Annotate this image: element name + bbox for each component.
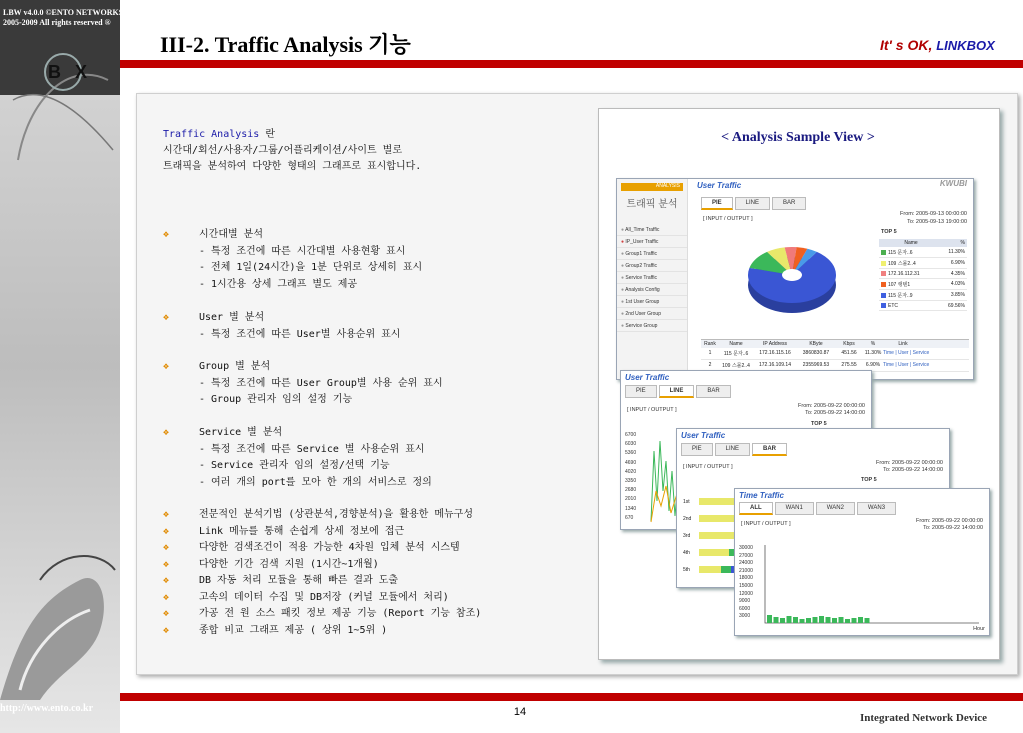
- top5-row: [879, 279, 967, 290]
- tab-wan3[interactable]: WAN3: [857, 502, 896, 515]
- top5-name: 115 문자..9: [888, 292, 913, 299]
- header-divider: [120, 60, 1023, 68]
- menu-list: [617, 224, 687, 332]
- top5-name: ETC: [888, 302, 898, 309]
- bar-rank-label: 3rd: [683, 532, 691, 539]
- tagline-brand: LINKBOX: [936, 38, 995, 53]
- rank-table-header-cell: Kbps: [843, 341, 855, 347]
- feature-item: 종합 비교 그래프 제공 ( 상위 1~5위 ): [199, 624, 388, 636]
- line-y-tick: 6700: [625, 432, 637, 438]
- legend-swatch: [881, 282, 886, 287]
- rank-table-cell: 2355969.53: [802, 362, 830, 368]
- diamond-bullet-icon: ❖: [163, 509, 170, 520]
- line-y-tick: 670: [625, 514, 634, 521]
- top5-name: 172.16.112.31: [888, 270, 920, 277]
- line-y-tick: 4690: [625, 459, 637, 466]
- io-label: [ INPUT / OUTPUT ]: [741, 521, 791, 527]
- time-screenshot: [734, 488, 990, 636]
- time-y-tick: 6000: [739, 605, 751, 612]
- tab-pie[interactable]: PIE: [681, 443, 713, 456]
- view-tabs: [739, 502, 896, 515]
- time-bar: [793, 617, 798, 623]
- tab-pie[interactable]: PIE: [625, 385, 657, 398]
- line-y-tick: 3350: [625, 478, 637, 485]
- top5-header-cell: %: [960, 240, 965, 246]
- rank-table-cell: 172.16.115.16: [759, 350, 791, 356]
- top5-pct: 4.03%: [950, 281, 965, 287]
- time-y-tick: 15000: [739, 582, 753, 589]
- section-user: [163, 310, 400, 343]
- intro-term-suffix: 란: [259, 129, 276, 140]
- line-y-tick: 1340: [625, 505, 637, 512]
- intro-line: 시간대/회선/사용자/그룹/어플리케이션/사이트 별로: [163, 145, 402, 156]
- menu-item-label: All_Time Traffic: [625, 226, 660, 233]
- time-bar: [774, 617, 779, 623]
- rank-table-cell: 115 문자..6: [723, 351, 749, 357]
- time-y-tick: 21000: [739, 567, 753, 574]
- bar-rank-label: 1st: [683, 498, 690, 505]
- copyright-line: LBW v4.0.0 ©ENTO NETWORKS: [3, 8, 124, 17]
- footer-divider: [120, 693, 1023, 701]
- menu-item[interactable]: [617, 224, 687, 236]
- tab-line[interactable]: LINE: [735, 197, 770, 210]
- time-y-axis: [739, 545, 753, 621]
- tab-wan1[interactable]: WAN1: [775, 502, 814, 515]
- screen-caption: User Traffic: [697, 181, 742, 190]
- time-chart: [765, 545, 983, 629]
- company-name: Integrated Network Device: [860, 712, 988, 724]
- menu-head: ANALYSIS: [621, 183, 683, 191]
- rank-table-row: [701, 348, 969, 360]
- intro-text: [163, 127, 421, 175]
- time-bar: [858, 617, 863, 623]
- top5-pct: 6.90%: [950, 260, 965, 266]
- diamond-bullet-icon: ❖: [163, 575, 170, 586]
- section-item: - Service 관리자 임의 설정/선택 기능: [199, 460, 390, 471]
- diamond-bullet-icon: ❖: [163, 427, 170, 438]
- bar-rank-label: 4th: [683, 549, 690, 556]
- time-bar: [852, 618, 857, 623]
- section-heading: User 별 분석: [199, 312, 265, 323]
- menu-item[interactable]: [617, 296, 687, 308]
- section-item: - Group 관리자 임의 설정 기능: [199, 394, 353, 405]
- section-group: [163, 359, 443, 409]
- diamond-bullet-icon: ❖: [163, 525, 170, 537]
- bar-rank-label: 5th: [683, 566, 690, 573]
- tab-all[interactable]: ALL: [739, 502, 773, 515]
- menu-dot-icon: ●: [621, 238, 626, 245]
- website-url[interactable]: http://www.ento.co.kr: [0, 703, 94, 714]
- section-heading: Service 별 분석: [199, 427, 283, 438]
- top5-name: 109 스몰2..4: [888, 260, 916, 267]
- menu-item[interactable]: [617, 236, 687, 248]
- feature-list: [163, 507, 481, 639]
- top5-name: 115 문자..6: [888, 249, 913, 256]
- time-bar: [787, 616, 792, 623]
- time-y-tick: 27000: [739, 552, 753, 559]
- menu-item-label: Group2 Traffic: [625, 262, 658, 269]
- rank-table-link[interactable]: Time | User | Service: [883, 350, 930, 356]
- diamond-bullet-icon: ❖: [163, 229, 170, 240]
- legend-swatch: [881, 271, 886, 276]
- io-label: [ INPUT / OUTPUT ]: [683, 464, 733, 470]
- line-y-tick: 2680: [625, 487, 637, 494]
- analysis-menu: [617, 179, 688, 379]
- rank-table-cell: 6.90%: [865, 362, 881, 368]
- feature-item: DB 자동 처리 모듈을 통해 빠른 결과 도출: [199, 575, 399, 586]
- time-bar: [865, 618, 870, 623]
- top5-row: [879, 269, 967, 279]
- rank-table-header-cell: IP Address: [762, 341, 788, 347]
- io-label: [ INPUT / OUTPUT ]: [703, 216, 753, 222]
- time-y-tick: 9000: [739, 598, 751, 605]
- time-axis: [765, 545, 979, 623]
- time-y-tick: 12000: [739, 590, 753, 597]
- to-date: To: 2005-09-13 19:00:00: [907, 219, 967, 225]
- menu-item[interactable]: [617, 248, 687, 260]
- menu-dot-icon: ●: [621, 286, 626, 293]
- rank-table-cell: 1: [708, 350, 712, 356]
- time-y-tick: 30000: [739, 545, 753, 551]
- tab-line[interactable]: LINE: [659, 385, 695, 398]
- diamond-bullet-icon: ❖: [163, 361, 170, 372]
- intro-term: Traffic Analysis: [163, 129, 260, 140]
- rank-table-cell: 2: [708, 362, 712, 368]
- legend-swatch: [881, 293, 886, 298]
- to-date: To: 2005-09-22 14:00:00: [805, 410, 865, 416]
- top5-header-cell: Name: [904, 240, 918, 246]
- top5-row: [879, 247, 967, 258]
- tab-pie[interactable]: PIE: [701, 197, 733, 210]
- pie-screenshot: [616, 178, 974, 380]
- figure-decoration: [0, 540, 120, 700]
- time-bar: [826, 617, 831, 623]
- tab-bar[interactable]: BAR: [752, 443, 787, 456]
- top5-title: TOP 5: [881, 229, 897, 235]
- menu-dot-icon: ●: [621, 274, 626, 281]
- diamond-bullet-icon: ❖: [163, 591, 170, 603]
- tab-bar[interactable]: BAR: [772, 197, 806, 210]
- menu-dot-icon: ●: [621, 310, 626, 317]
- rank-table-header-cell: %: [870, 341, 876, 347]
- time-bar: [845, 619, 850, 623]
- line-y-tick: 6030: [625, 441, 637, 448]
- view-tabs: [625, 385, 731, 398]
- line-y-axis: [625, 431, 636, 523]
- time-bar: [780, 618, 785, 623]
- rank-table-cell: 11.30%: [864, 350, 882, 356]
- line-y-tick: 5360: [625, 450, 637, 457]
- menu-dot-icon: ●: [621, 226, 626, 233]
- section-service: [163, 425, 432, 491]
- tab-wan2[interactable]: WAN2: [816, 502, 855, 515]
- diamond-bullet-icon: ❖: [163, 608, 170, 619]
- menu-item[interactable]: [617, 284, 687, 296]
- from-date: From: 2005-09-22 00:00:00: [798, 403, 865, 409]
- section-item: - 전체 1일(24시간)을 1분 단위로 상세히 표시: [199, 262, 423, 273]
- view-tabs: [701, 197, 806, 210]
- section-heading: 시간대별 분석: [199, 229, 263, 240]
- from-date: From: 2005-09-22 00:00:00: [876, 460, 943, 466]
- kwubi-brand: KWUBI: [939, 179, 967, 188]
- intro-line: 트래픽을 분석하여 다양한 형태의 그래프로 표시합니다.: [163, 161, 422, 172]
- from-date: From: 2005-09-22 00:00:00: [916, 518, 983, 524]
- top5-name: 107 랭텐1: [888, 281, 911, 288]
- to-date: To: 2005-09-22 14:00:00: [883, 467, 943, 473]
- rank-table-header-cell: KByte: [809, 341, 823, 347]
- feature-item: Link 메뉴를 통해 손쉽게 상세 정보에 접근: [199, 525, 405, 537]
- top5-pct: 69.56%: [948, 302, 965, 309]
- time-y-tick: 18000: [739, 575, 753, 582]
- diamond-bullet-icon: ❖: [163, 312, 170, 323]
- time-bar: [813, 617, 818, 623]
- diamond-bullet-icon: ❖: [163, 624, 170, 636]
- tab-bar[interactable]: BAR: [696, 385, 730, 398]
- pie-hole: [782, 269, 802, 281]
- feature-item: 전문적인 분석기법 (상관분석,경향분석)을 활용한 메뉴구성: [199, 509, 473, 520]
- top5-pct: 4.35%: [950, 270, 965, 277]
- copyright-line: 2005-2009 All rights reserved ®: [3, 18, 111, 27]
- from-date: From: 2005-09-13 00:00:00: [900, 211, 967, 217]
- linkbox-logo: BX: [48, 62, 102, 82]
- menu-dot-icon: ●: [621, 262, 626, 269]
- bar-segment: [721, 566, 731, 573]
- line-y-tick: 2010: [625, 496, 637, 503]
- menu-item-label: 2nd User Group: [625, 310, 661, 317]
- top5-row: [879, 258, 967, 269]
- tagline: [880, 37, 995, 53]
- rank-table-header-cell: Rank: [704, 341, 716, 347]
- top5-header: [879, 239, 967, 247]
- page-number: 14: [513, 706, 527, 718]
- legend-swatch: [881, 250, 886, 255]
- time-y-tick: 3000: [739, 613, 751, 620]
- section-item: - 여러 개의 port를 모아 한 개의 서비스로 정의: [199, 476, 432, 488]
- screen-caption: User Traffic: [625, 373, 670, 382]
- rank-table-header: [701, 339, 969, 348]
- rank-table-cell: 451.56: [841, 350, 857, 356]
- section-item: - 특정 조건에 따른 Service 별 사용순위 표시: [199, 443, 425, 455]
- rank-table: [701, 339, 969, 372]
- top5-row: [879, 301, 967, 311]
- menu-dot-icon: ●: [621, 322, 626, 329]
- section-time: [163, 227, 422, 293]
- rank-table-cell: 109 스몰2..4: [722, 363, 750, 369]
- feature-item: 가공 전 원 소스 패킷 정보 제공 기능 (Report 기능 참조): [199, 608, 482, 619]
- copyright: [3, 8, 123, 28]
- tab-line[interactable]: LINE: [715, 443, 750, 456]
- screen-caption: User Traffic: [681, 431, 726, 440]
- io-label: [ INPUT / OUTPUT ]: [627, 407, 677, 413]
- menu-item-label: Service Group: [625, 322, 658, 329]
- menu-item-label: IP_User Traffic: [625, 238, 659, 245]
- section-item: - 특정 조건에 따른 User별 사용순위 표시: [199, 328, 401, 340]
- bar-segment: [699, 566, 721, 573]
- feature-item: 다양한 기간 검색 지원 (1시간~1개월): [199, 558, 379, 570]
- menu-item[interactable]: [617, 260, 687, 272]
- menu-dot-icon: ●: [621, 250, 626, 257]
- view-tabs: [681, 443, 787, 456]
- menu-item[interactable]: [617, 320, 687, 332]
- time-bar: [839, 617, 844, 623]
- menu-item[interactable]: [617, 272, 687, 284]
- pie-chart: [745, 241, 840, 321]
- diamond-bullet-icon: ❖: [163, 558, 170, 570]
- feature-item: 고속의 데이터 수집 및 DB저장 (커널 모듈에서 처리): [199, 591, 449, 603]
- time-x-label: Hour: [973, 626, 985, 632]
- bar-segment: [699, 549, 729, 556]
- time-bar: [806, 618, 811, 623]
- bar-rank-label: 2nd: [683, 515, 692, 522]
- menu-item-label: Analysis Config: [625, 286, 660, 293]
- time-bar: [800, 619, 805, 623]
- rank-table-link[interactable]: Time | User | Service: [883, 362, 930, 368]
- time-y-tick: 24000: [739, 560, 753, 567]
- top5-pct: 11.30%: [948, 249, 965, 255]
- rank-table-header-cell: Link: [898, 341, 908, 347]
- page-title: III-2. Traffic Analysis 기능: [160, 32, 411, 57]
- rank-table-cell: 3860830.87: [802, 350, 830, 356]
- tagline-lead: It' s OK,: [880, 37, 937, 53]
- time-bar: [767, 615, 772, 623]
- top5-title: TOP 5: [811, 421, 827, 427]
- top5-title: TOP 5: [861, 477, 877, 483]
- screen-caption: Time Traffic: [739, 491, 784, 500]
- top5-row: [879, 290, 967, 301]
- menu-item-label: 1st User Group: [625, 298, 660, 305]
- line-y-tick: 4020: [625, 468, 637, 475]
- menu-dot-icon: ●: [621, 298, 626, 305]
- menu-title: 트래픽 분석: [626, 199, 678, 210]
- section-item: - 특정 조건에 따른 User Group별 사용 순위 표시: [199, 377, 443, 389]
- top5-pct: 3.85%: [950, 292, 965, 298]
- feature-item: 다양한 검색조건이 적용 가능한 4차원 입체 분석 시스템: [199, 542, 460, 553]
- swirl-decoration: [8, 40, 118, 170]
- rank-table-cell: 275.55: [841, 362, 857, 368]
- section-item: - 1시간용 상세 그래프 별도 제공: [199, 278, 358, 290]
- section-item: - 특정 조건에 따른 시간대별 사용현황 표시: [199, 245, 406, 257]
- menu-item-label: Group1 Traffic: [625, 250, 658, 257]
- menu-item-label: Service Traffic: [625, 274, 658, 281]
- diamond-bullet-icon: ❖: [163, 542, 170, 553]
- rank-table-cell: 172.16.109.14: [759, 362, 791, 368]
- legend-swatch: [881, 261, 886, 266]
- top5-table: [879, 239, 967, 311]
- menu-item[interactable]: [617, 308, 687, 320]
- section-heading: Group 별 분석: [199, 361, 271, 372]
- rank-table-header-cell: Name: [729, 341, 743, 347]
- legend-swatch: [881, 303, 886, 308]
- time-bar: [819, 616, 824, 623]
- time-bar: [832, 618, 837, 623]
- to-date: To: 2005-09-22 14:00:00: [923, 525, 983, 531]
- sample-view-title: < Analysis Sample View >: [721, 130, 875, 145]
